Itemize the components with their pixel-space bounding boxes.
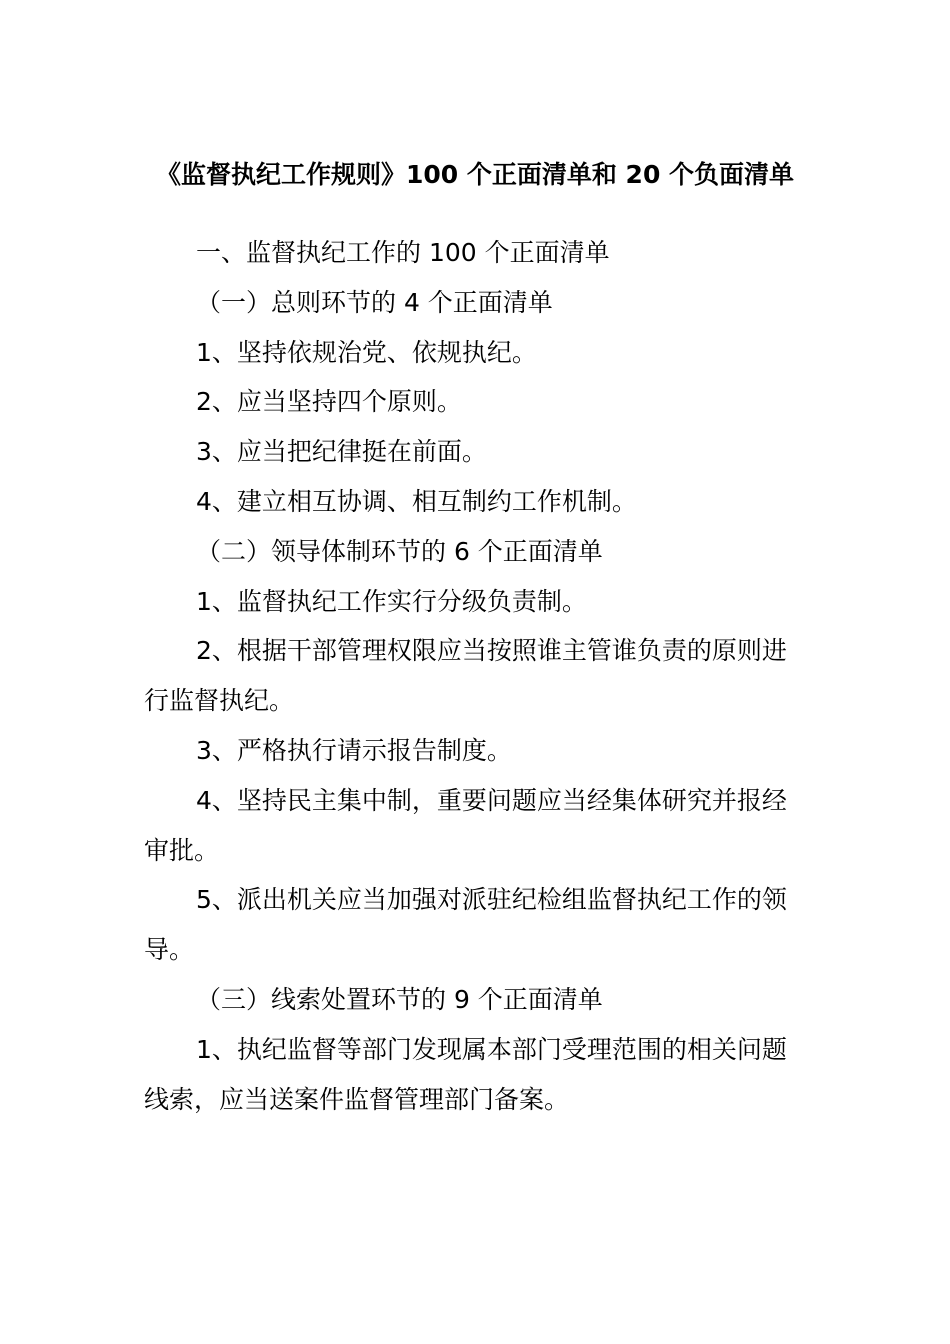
list-item: 2、应当坚持四个原则。 [196,387,462,417]
subsection-heading: （一）总则环节的 4 个正面清单 [196,287,553,317]
list-item: 1、执纪监督等部门发现属本部门受理范围的相关问题线索，应当送案件监督管理部门备案。 [144,1034,787,1114]
list-item: 1、坚持依规治党、依规执纪。 [196,337,537,367]
subsection-heading: （二）领导体制环节的 6 个正面清单 [196,536,603,566]
document-title: 《监督执纪工作规则》100 个正面清单和 20 个负面清单 [155,160,795,189]
list-item: 5、派出机关应当加强对派驻纪检组监督执纪工作的领导。 [144,885,787,965]
list-item: 3、应当把纪律挺在前面。 [196,437,487,467]
list-item: 3、严格执行请示报告制度。 [196,735,512,765]
list-item: 2、根据干部管理权限应当按照谁主管谁负责的原则进行监督执纪。 [144,636,787,716]
list-item: 4、坚持民主集中制，重要问题应当经集体研究并报经审批。 [144,785,787,865]
list-item: 1、监督执纪工作实行分级负责制。 [196,586,587,616]
section-heading: 一、监督执纪工作的 100 个正面清单 [196,238,610,267]
document-body [144,228,804,1124]
subsection-heading: （三）线索处置环节的 9 个正面清单 [196,984,603,1014]
list-item: 4、建立相互协调、相互制约工作机制。 [196,486,637,516]
